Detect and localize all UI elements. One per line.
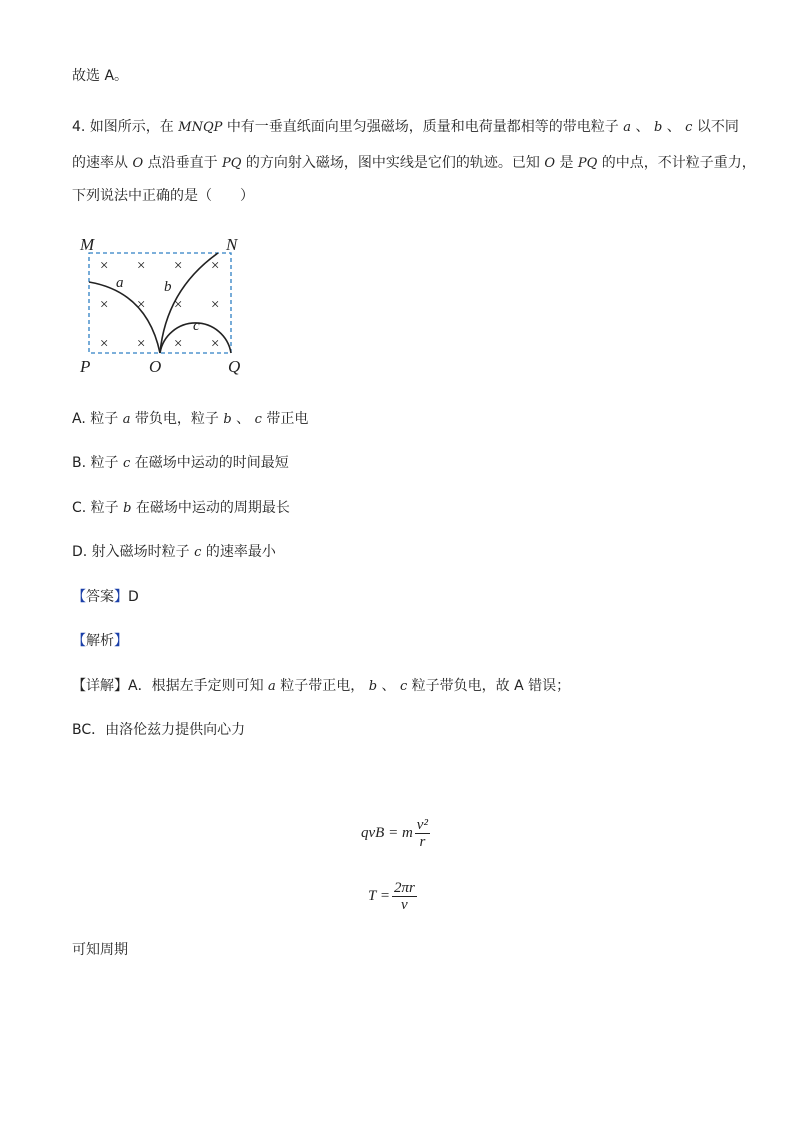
- denominator: v: [401, 897, 408, 913]
- fraction: [392, 880, 417, 913]
- particle-c: c: [254, 412, 262, 427]
- particle-a: a: [122, 412, 131, 427]
- option-text: 在磁场中运动的周期最长: [135, 500, 290, 516]
- particle-c: c: [685, 120, 693, 135]
- analysis-heading: [72, 631, 128, 651]
- question-text: 的中点，不计粒子重力，: [601, 155, 756, 171]
- formula-lorentz: [361, 817, 430, 850]
- answer-line: [72, 587, 139, 607]
- question-text: 以不同: [696, 119, 739, 135]
- segment-pq: PQ: [577, 156, 598, 171]
- question-number-text: 4. 如图所示，在: [72, 119, 174, 135]
- particle-a: a: [268, 679, 276, 694]
- segment-pq: PQ: [222, 156, 242, 171]
- point-o: O: [132, 156, 144, 171]
- cross-mark: ×: [172, 297, 184, 313]
- separator: 、: [666, 119, 681, 135]
- option-text: 的速率最小: [205, 544, 276, 560]
- particle-c: c: [194, 545, 202, 560]
- detail-label: 详解: [86, 678, 114, 694]
- numerator: 2πr: [393, 880, 415, 896]
- bracket-open: 【: [72, 633, 86, 649]
- region-label: MNQP: [178, 120, 223, 135]
- corner-label-m: M: [80, 235, 95, 254]
- question-line-3: 下列说法中正确的是（ ）: [72, 188, 254, 204]
- cross-mark: ×: [209, 297, 221, 313]
- option-c[interactable]: [72, 498, 290, 519]
- question-text: 中有一垂直纸面向里匀强磁场，质量和电荷量都相等的带电粒子: [226, 119, 619, 135]
- denominator: r: [419, 834, 426, 850]
- question-text: 的方向射入磁场，图中实线是它们的轨迹。已知: [245, 155, 540, 171]
- particle-c: c: [122, 456, 131, 471]
- bc-line: BC．由洛伦兹力提供向心力: [72, 722, 246, 738]
- option-text: 带负电，粒子: [134, 411, 219, 427]
- answer-label: 答案: [86, 589, 114, 605]
- particle-a: a: [623, 120, 632, 135]
- question-text: 的速率从: [72, 155, 128, 171]
- particle-b: b: [123, 501, 132, 516]
- numerator: v²: [416, 817, 428, 833]
- cross-mark: ×: [98, 258, 110, 274]
- option-text: A. 粒子: [72, 411, 119, 427]
- magnetic-field-diagram: [75, 232, 275, 382]
- cross-mark: ×: [172, 336, 184, 352]
- conclusion-line: 可知周期: [72, 942, 128, 958]
- option-a[interactable]: [72, 409, 308, 430]
- option-text: 在磁场中运动的时间最短: [134, 455, 289, 471]
- field-crosses: [99, 258, 220, 352]
- point-o: O: [544, 156, 556, 171]
- point-label-o: O: [149, 357, 162, 376]
- bracket-close: 】: [114, 589, 128, 605]
- question-text: 点沿垂直于: [147, 155, 218, 171]
- particle-c: c: [399, 679, 408, 694]
- detail-line: [72, 676, 570, 697]
- bracket-open: 【: [72, 678, 86, 694]
- question-text: 是: [559, 155, 574, 171]
- option-text: D. 射入磁场时粒子: [72, 544, 190, 560]
- formula-lhs: qvB = m: [361, 824, 413, 841]
- detail-text: A．根据左手定则可知: [128, 678, 264, 694]
- bracket-open: 【: [72, 589, 86, 605]
- particle-b: b: [653, 120, 663, 135]
- cross-mark: ×: [172, 258, 184, 274]
- particle-b: b: [368, 679, 378, 694]
- cross-mark: ×: [135, 336, 147, 352]
- option-text: B. 粒子: [72, 455, 119, 471]
- separator: 、: [236, 411, 251, 427]
- corner-label-n: N: [226, 235, 238, 254]
- option-b[interactable]: [72, 453, 289, 474]
- separator: 、: [381, 678, 396, 694]
- cross-mark: ×: [135, 297, 147, 313]
- question-line-1: [72, 117, 739, 138]
- bracket-close: 】: [114, 678, 128, 694]
- analysis-label: 解析: [86, 633, 114, 649]
- answer-value: D: [128, 589, 139, 605]
- corner-label-q: Q: [228, 357, 241, 376]
- detail-text: 粒子带负电，故 A 错误；: [411, 678, 571, 694]
- cross-mark: ×: [209, 258, 221, 274]
- trajectory-label-c: c: [193, 318, 200, 334]
- formula-lhs: T =: [368, 887, 390, 904]
- cross-mark: ×: [98, 336, 110, 352]
- fraction: [415, 817, 430, 850]
- option-text: C. 粒子: [72, 500, 119, 516]
- trajectory-label-a: a: [116, 275, 124, 291]
- bracket-close: 】: [114, 633, 128, 649]
- option-d[interactable]: [72, 542, 276, 563]
- formula-period: [368, 880, 417, 913]
- cross-mark: ×: [98, 297, 110, 313]
- corner-label-p: P: [80, 357, 91, 376]
- cross-mark: ×: [135, 258, 147, 274]
- separator: 、: [635, 119, 650, 135]
- previous-answer-line: 故选 A。: [72, 68, 129, 84]
- particle-b: b: [223, 412, 232, 427]
- option-text: 带正电: [266, 411, 309, 427]
- question-line-2: [72, 153, 756, 174]
- detail-text: 粒子带正电，: [280, 678, 365, 694]
- trajectory-label-b: b: [164, 279, 172, 295]
- cross-mark: ×: [209, 336, 221, 352]
